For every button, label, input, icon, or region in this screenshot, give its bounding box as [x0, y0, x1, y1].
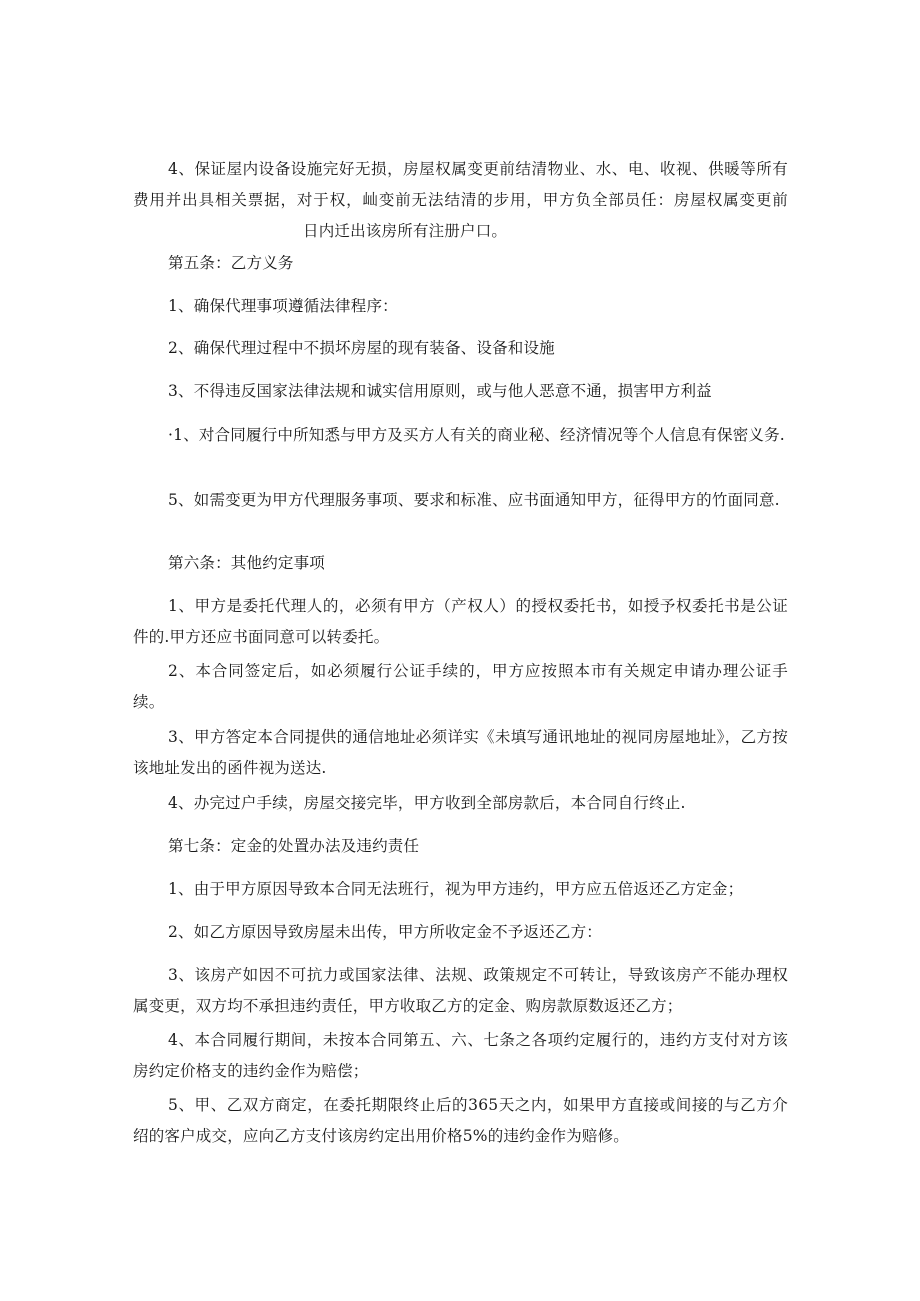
article-5-item-3: 3、不得违反国家法律法规和诚实信用原则，或与他人恶意不通，损害甲方利益: [168, 382, 712, 400]
article-7-heading: 第七条：定金的处置办法及违约责任: [168, 837, 420, 855]
clause-4-paragraph: [133, 154, 788, 247]
article-6-item-4: 4、办完过户手续，房屋交接完毕，甲方收到全部房款后，本合同自行终止.: [168, 794, 686, 812]
clause-4-text-b: 日内迁出该房所有注册户口。: [303, 222, 508, 240]
article-5-item-2: 2、确保代理过程中不损坏房屋的现有装备、设备和设施: [168, 339, 555, 357]
article-5-item-1: 1、确保代理事项遵循法律程序：: [168, 297, 398, 315]
article-7-item-1: 1、由于甲方原因导致本合同无法班行，视为甲方违约，甲方应五倍返还乙方定金；: [168, 880, 744, 898]
article-5-item-5: 5、如需变更为甲方代理服务事项、要求和标准、应书面通知甲方，征得甲方的竹面同意.: [168, 491, 780, 509]
article-6-item-3: 3、甲方答定本合同提供的通信地址必须详实《未填写通讯地址的视同房屋地址》，乙方按该地址发出的函件视为送达.: [133, 728, 788, 777]
article-5-heading: 第五条：乙方义务: [168, 254, 294, 272]
article-6-item-1: 1、甲方是委托代理人的，必须有甲方（产权人）的授权委托书，如授予权委托书是公证件的.甲方还应书面同意可以转委托。: [133, 597, 788, 646]
article-7-item-3: 3、该房产如因不可抗力或国家法律、法规、政策规定不可转让，导致该房产不能办理权属变更，双方均不承担违约责任，甲方收取乙方的定金、购房款原数返还乙方；: [133, 966, 788, 1015]
article-5-item-4: ·1、对合同履行中所知悉与甲方及买方人有关的商业秘、经济情况等个人信息有保密义务.: [168, 426, 785, 444]
article-7-item-2: 2、如乙方原因导致房屋未出传，甲方所收定金不予返还乙方：: [168, 923, 602, 941]
article-7-item-4: 4、本合同履行期间，未按本合同第五、六、七条之各项约定履行的，违约方支付对方该房约定价格支的违约金作为赔偿；: [133, 1031, 788, 1080]
article-6-item-2: 2、本合同签定后，如必须履行公证手续的，甲方应按照本市有关规定申请办理公证手续。: [133, 662, 788, 711]
article-7-item-5: 5、甲、乙双方商定，在委托期限终止后的365天之内，如果甲方直接或间接的与乙方介绍的客户成交，应向乙方支付该房约定出用价格5%的违约金作为赔修。: [133, 1096, 788, 1145]
article-6-heading: 第六条：其他约定事项: [168, 554, 326, 572]
clause-4-text-a: 4、保证屋内设备设施完好无损，房屋权属变更前结清物业、水、电、收视、供暖等所有费用并出具相关票据，对于权，屾变前无法结清的步用，甲方负全部员任：房屋权属变更前: [133, 160, 788, 209]
